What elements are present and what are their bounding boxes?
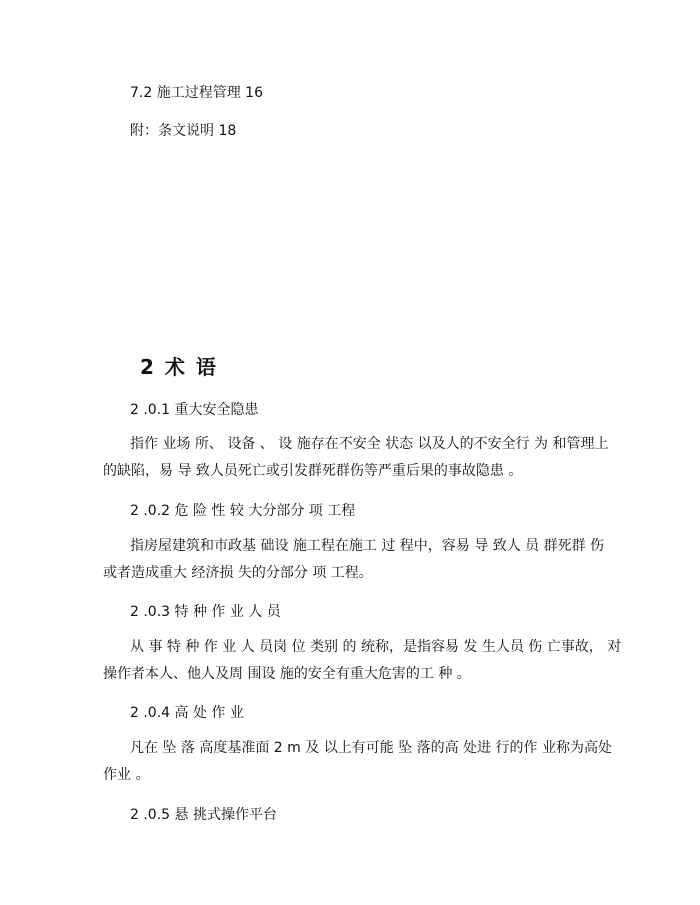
term-heading: 2 .0.2 危 险 性 较 大分部分 项 工程 — [130, 503, 356, 519]
term-heading: 2 .0.4 高 处 作 业 — [130, 705, 244, 721]
definition-line: 凡在 坠 落 高度基准面 2 m 及 以上有可能 坠 落的高 处进 行的作 业称为高处 — [130, 740, 612, 756]
definition-line: 作业 。 — [103, 767, 150, 783]
definition-line: 操作者本人、他人及周 围设 施的安全有重大危害的工 种 。 — [103, 666, 471, 682]
term-heading: 2 .0.1 重大安全隐患 — [130, 402, 259, 418]
definition-line: 指作 业场 所、 设备 、 设 施存在不安全 状态 以及人的不安全行 为 和管理上 — [130, 436, 609, 452]
term-heading: 2 .0.3 特 种 作 业 人 员 — [130, 604, 281, 620]
definition-line: 从 事 特 种 作 业 人 员岗 位 类别 的 统称，是指容易 发 生人员 伤 亡事故， 对 — [130, 639, 622, 655]
section-heading: 2 术 语 — [140, 355, 218, 379]
definition-line: 的缺陷，易 导 致人员死亡或引发群死群伤等严重后果的事故隐患 。 — [103, 463, 523, 479]
definition-line: 指房屋建筑和市政基 础设 施工程在施工 过 程中，容易 导 致人 员 群死群 伤 — [130, 538, 605, 554]
toc-entry: 附：条文说明 18 — [130, 123, 237, 139]
term-heading: 2 .0.5 悬 挑式操作平台 — [130, 807, 277, 823]
toc-entry: 7.2 施工过程管理 16 — [130, 85, 263, 101]
definition-line: 或者造成重大 经济损 失的分部分 项 工程。 — [103, 565, 373, 581]
